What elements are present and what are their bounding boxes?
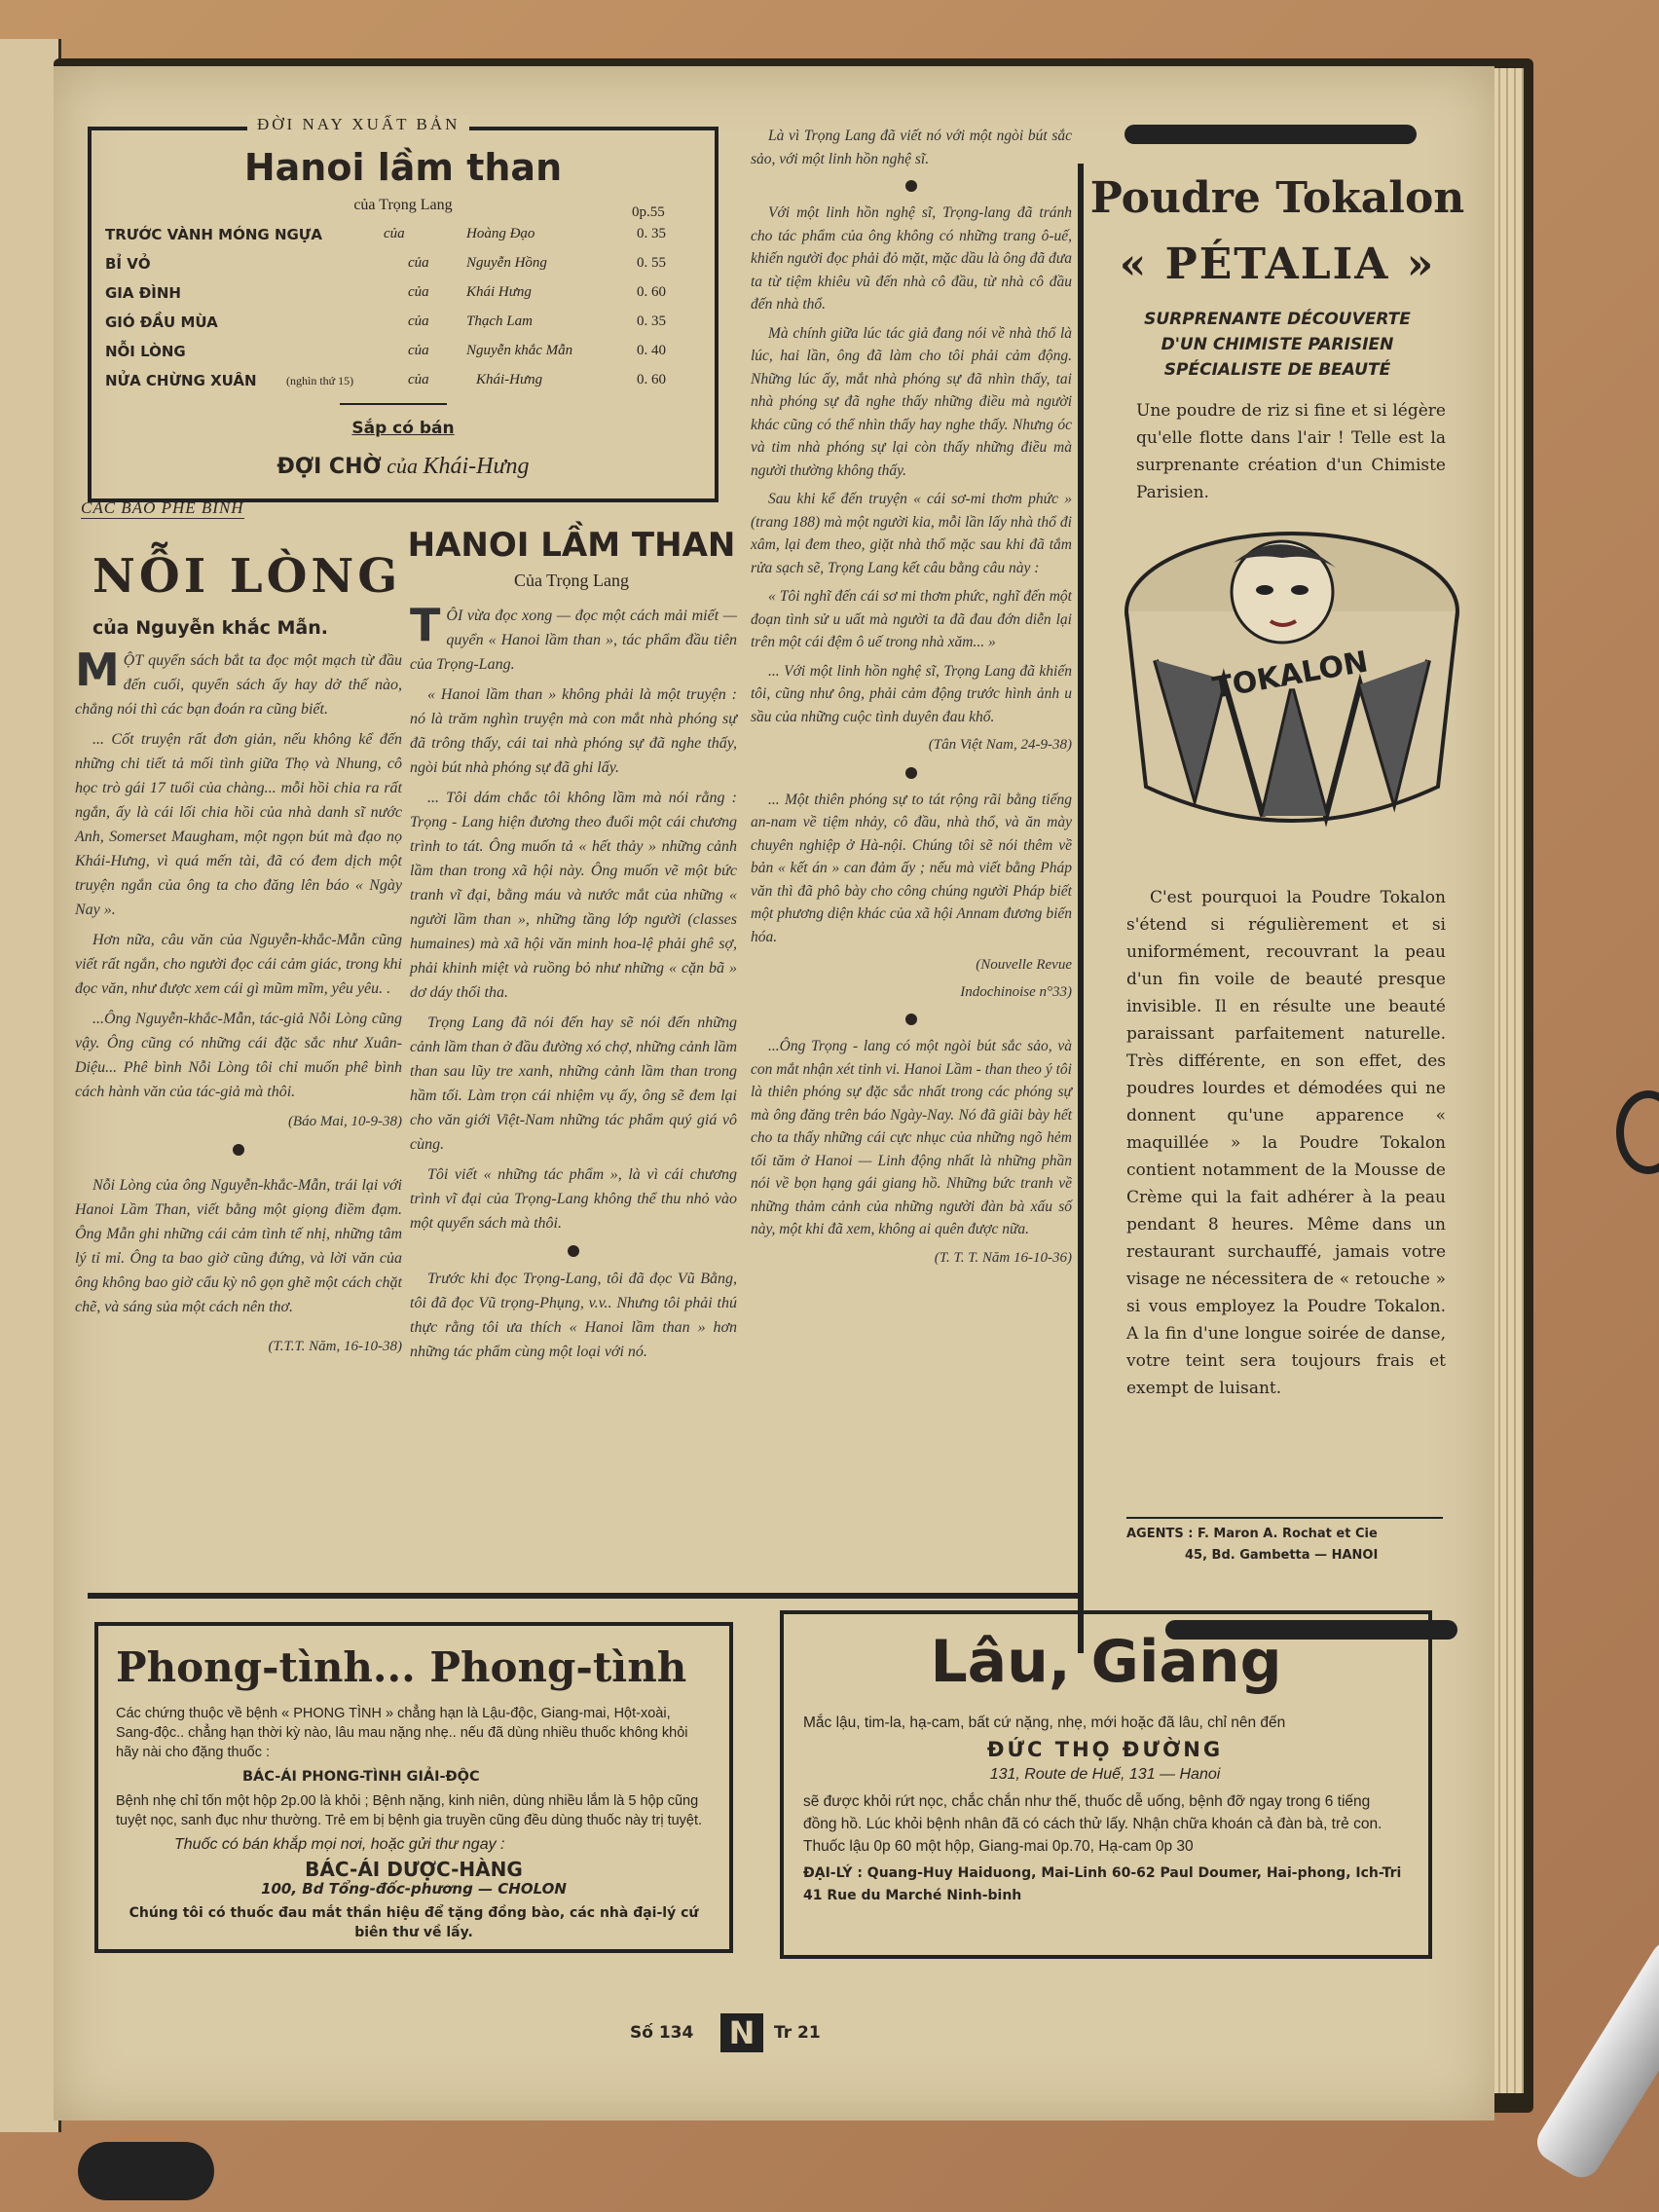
- wavy-border-top: [1124, 125, 1417, 144]
- bullet-dot: [233, 1144, 244, 1156]
- shop-name: ĐỨC THỌ ĐƯỜNG: [986, 1738, 1224, 1761]
- column-divider: [1078, 164, 1084, 1653]
- divider: [340, 403, 447, 405]
- binder-clip: [78, 2142, 214, 2200]
- publisher-box: ĐỜI NAY XUẤT BẢN Hanoi lầm than của Trọng Lang 0p.55 TRƯỚC VÀNH MÓNG NGỰA của Hoàng Đạo 0. 35 BỈ VỎ của Nguyễn Hồng 0. 55 GIA ĐÌNH của Khái Hưng 0. 60 GIÓ ĐẦU MÙA của Thạch Lam 0. 35 NỖI LÒNG của Nguyễn khắc Mẫn 0. 40 NỬA CHỪNG XUÂN (nghìn thứ 15) của Khái-Hưng 0. 60 Sắp có bán ĐỢI CHỜ của Khái-Hưng: [88, 127, 719, 502]
- coming-label: Sắp có bán: [351, 419, 455, 438]
- section-label: CÁC BÁO PHÊ BÌNH: [81, 498, 244, 517]
- tokalon-tagline-3: SPÉCIALISTE DE BEAUTÉ: [1163, 360, 1391, 380]
- tokalon-agents-address: 45, Bd. Gambetta — HANOI: [1185, 1548, 1379, 1563]
- publisher-header: ĐỜI NAY XUẤT BẢN: [247, 115, 469, 134]
- tokalon-tagline-2: D'UN CHIMISTE PARISIEN: [1161, 335, 1394, 354]
- tokalon-intro: Une poudre de riz si fine et si légère qu'elle flotte dans l'air ! Telle est la surprenante création d'un Chimiste Parisien.: [1136, 401, 1446, 502]
- shop-address: 131, Route de Huế, 131 — Hanoi: [989, 1766, 1221, 1783]
- source-citation: (Báo Mai, 10-9-38): [287, 1114, 402, 1129]
- issue-number: Số 134: [630, 2023, 694, 2043]
- lau-giang-ad: [780, 1610, 1432, 1959]
- left-page-edge: [0, 39, 61, 2132]
- review2-title: HANOI LẦM THAN: [407, 526, 736, 565]
- phong-tinh-text: Các chứng thuộc về bệnh « PHONG TÌNH » chẳng hạn là Lậu-độc, Giang-mai, Hột-xoài, Sang-độc.. chẳng hạn thời kỳ nào, lâu mau nặng nhẹ.. nếu đã dùng nhiều thuốc không khỏi hãy nài cho đặng thuốc : BÁC-ÁI PHONG-TÌNH GIẢI-ĐỘC Bệnh nhẹ chỉ tốn một hộp 2p.00 là khỏi ; Bệnh nặng, kinh niên, dùng nhiều lắm là 5 hộp cũng tuyệt nọc, sanh đục như thường. Trẻ em bị bệnh gia truyền cũng đều dùng thuốc này trị tuyệt. Thuốc có bán khắp mọi nơi, hoặc gửi thư ngay : BÁC-ÁI DƯỢC-HÀNG 100, Bd Tổng-đốc-phương — CHOLON Chúng tôi có thuốc đau mắt thần hiệu để tặng đồng bào, các nhà đại-lý cứ biên thư về lấy.: [116, 1704, 712, 1947]
- review1-title: NỖI LÒNG: [92, 549, 402, 604]
- shop-name: BÁC-ÁI DƯỢC-HÀNG: [305, 1858, 523, 1881]
- source-citation: (Tân Việt Nam, 24-9-38): [928, 737, 1072, 753]
- tokalon-ad: [1088, 115, 1467, 1653]
- tokalon-product: « PÉTALIA »: [1119, 240, 1436, 289]
- review2-byline: Của Trọng Lang: [513, 571, 629, 590]
- bullet-dot: [568, 1245, 579, 1257]
- shop-address: 100, Bd Tổng-đốc-phương — CHOLON: [261, 1880, 567, 1898]
- masthead-logo: N: [720, 2013, 763, 2052]
- tokalon-tagline-1: SURPRENANTE DÉCOUVERTE: [1144, 310, 1411, 329]
- bullet-dot: [905, 180, 917, 192]
- book-title: Hanoi lầm than: [243, 146, 563, 189]
- bullet-dot: [905, 1014, 917, 1025]
- dropcap: T: [410, 599, 441, 651]
- section-divider: [88, 1593, 1081, 1599]
- review3-column: Là vì Trọng Lang đã viết nó với một ngòi bút sắc sảo, với một linh hồn nghệ sĩ. Với một linh hồn nghệ sĩ, Trọng-lang đã tránh cho tác phẩm của ông không có những trang ô-uế, khiến người đọc phải đỏ mặt, mặc dầu là ông đã đưa ta từ tiệm khiêu vũ đến nhà cô đầu, từ nhà cô đầu đến nhà thổ. Mà chính giữa lúc tác giả đang nói về nhà thổ là lúc, hai lần, ông đã làm cho tôi phải cảm động. Những lúc ấy, mắt nhà phóng sự đã nhìn thấy, tai nhà phóng sự đã nghe thấy những điều mà người khác cũng có thể nhìn thấy hay nghe thấy. Nhưng óc và tim nhà phóng sự lại còn thấy những điều mà người thường không thấy. Sau khi kể đến truyện « cái sơ-mi thơm phức » (trang 188) mà một người kia, mỗi lần lấy nhà thổ đi xâm, lại đem theo, giặt nhà thổ mặc sau khi đã tắm rửa sạch sẽ, Trọng Lang kết câu bằng câu này : « Tôi nghĩ đến cái sơ mi thơm phức, nghĩ đến một đoạn tình sử u uất mà người ta đã đau đớn diễn lại trên một cái đệm ô uế trong nhà xăm... » ... Với một linh hồn nghệ sĩ, Trọng Lang đã khiến tôi, cũng như ông, phải cảm động trước hình ảnh u sầu của những cuộc tình duyên đau khổ. (Tân Việt Nam, 24-9-38) ... Một thiên phóng sự to tát rộng rãi bằng tiếng an-nam về tiệm nhảy, cô đầu, nhà thổ, và ăn mày chuyên nghiệp ở Hà-nội. Chúng tôi sẽ nói thêm về bản « kết án » can đảm ấy ; nếu mà viết bằng Pháp văn thì đã phô bày cho công chúng người Pháp biết một phương diện khác của xã hội Annam đương biến hóa. (Nouvelle Revue Indochinoise n°33) ...Ông Trọng - lang có một ngòi bút sắc sảo, và con mắt nhận xét tinh vi. Hanoi Lầm - than theo ý tôi là thiên phóng sự đặc sắc nhất trong các phóng sự mà ông đăng trên báo Ngày-Nay. Nó đã giãi bày hết cho ta thấy những cái cực nhục của những ngõ hẻm tối tăm ở Hanoi — Linh động nhất là những phần nói về bọn hạng gái giang hồ. Những bức tranh về những thảm cảnh của những người đàn bà xấu số này, một khi đã xem, không ai quên được nữa. (T. T. T. Năm 16-10-36): [751, 125, 1072, 1275]
- coming-soon-line: ĐỢI CHỜ của Khái-Hưng: [276, 454, 530, 479]
- book-byline: của Trọng Lang: [353, 197, 453, 213]
- drug-name: BÁC-ÁI PHONG-TÌNH GIẢI-ĐỘC: [242, 1769, 480, 1785]
- dropcap: M: [75, 644, 120, 696]
- newspaper-page: [54, 66, 1494, 2120]
- source-citation: (T.T.T. Năm, 16-10-38): [268, 1339, 402, 1354]
- tokalon-body: C'est pourquoi la Poudre Tokalon s'étend si régulièrement et si uniformément, recouvrant la peau d'un fin voile de beauté presque invisible. Il en résulte une beauté paraissant parfaitement naturelle. Très différente, en son effet, des poudres lourdes et démodées qui ne donnent qu'une apparence « maquillée » la Poudre Tokalon contient notamment de la Mousse de Crème qui la fait adhérer à la peau pendant 8 heures. Même dans un restaurant surchauffé, jamais votre visage ne nécessitera de « retouche » si vous employez la Poudre Tokalon. A la fin d'une longue soirée de danse, votre teint sera toujours frais et exempt de luisant.: [1126, 888, 1446, 1398]
- first-price: 0p.55: [632, 204, 665, 220]
- review1-column: MỘT quyển sách bắt ta đọc một mạch từ đầu đến cuối, quyển sách ấy hay dở thế nào, chẳng nói thì các bạn đoán ra cũng biết. ... Cốt truyện rất đơn giản, nếu không kể đến những chi tiết tả mối tình giữa Thọ và Nhung, cô học trò gái 17 tuổi của chàng... mỗi hồi chia ra rất ngắn, ấy là cái lối chia hồi của nhà danh sĩ nước Anh, Somerset Maugham, một ngọn bút mà đạo nọ Khái-Hưng, vì quá mến tài, đã có đem dịch một truyện ngắn của ông ta cho đăng lên báo « Ngày Nay ». Hơn nữa, câu văn của Nguyễn-khắc-Mẫn cũng viết rất ngắn, cho người đọc cái cảm giác, trong khi đọc văn, như được xem cái gì mũm mĩm, yêu yêu. . ...Ông Nguyễn-khắc-Mẫn, tác-giả Nỗi Lòng cũng vậy. Ông cũng có những cái đặc sắc như Xuân-Diệu... Phê bình Nỗi Lòng tôi chỉ muốn phê bình cách hành văn của tác-giả mà thôi. (Báo Mai, 10-9-38) Nỗi Lòng của ông Nguyễn-khắc-Mẫn, trái lại với Hanoi Lầm Than, viết bằng một giọng điềm đạm. Ông Mẫn ghi những cái cảm tình tế nhị, những tâm lý tỉ mỉ. Ông ta bao giờ cũng đứng, và lời văn của ông không bao giờ cẩu kỳ nô gọn ghẽ một cách chặt chẽ, và sáng sủa một cách nên thơ. (T.T.T. Năm, 16-10-38): [75, 648, 402, 1365]
- powder-tin-illustration: [1117, 524, 1467, 845]
- tokalon-agents: AGENTS : F. Maron A. Rochat et Cie: [1126, 1527, 1378, 1541]
- page-number: Tr 21: [774, 2023, 821, 2043]
- source-citation: Indochinoise n°33): [960, 983, 1072, 1000]
- lau-giang-title: Lâu, Giang: [930, 1628, 1282, 1696]
- phong-tinh-ad: [94, 1622, 733, 1953]
- source-citation: (T. T. T. Năm 16-10-36): [934, 1249, 1072, 1266]
- tokalon-brand: Poudre Tokalon: [1089, 173, 1465, 223]
- source-citation: (Nouvelle Revue: [976, 957, 1072, 973]
- divider: [1126, 1517, 1443, 1519]
- tin-label: TOKALON: [1209, 645, 1371, 706]
- bullet-dot: [905, 767, 917, 779]
- lau-giang-text: Mắc lậu, tim-la, hạ-cam, bất cứ nặng, nhẹ, mới hoặc đã lâu, chỉ nên đến ĐỨC THỌ ĐƯỜNG 131, Route de Huế, 131 — Hanoi sẽ được khỏi rứt nọc, chắc chắn như thế, thuốc dễ uống, bệnh đỡ ngay trong 6 tiếng đồng hồ. Lúc khỏi bệnh nhân đã có cách thử lấy. Nhận chữa khoán cả đàn bà, trẻ con. Thuốc lậu 0p 60 một hộp, Giang-mai 0p.70, Hạ-cam 0p 30 ĐẠI-LÝ : Quang-Huy Haiduong, Mai-Linh 60-62 Paul Doumer, Hai-phong, Ich-Tri 41 Rue du Marché Ninh-binh: [803, 1712, 1407, 1912]
- review1-byline: của Nguyễn khắc Mẫn.: [92, 617, 328, 639]
- phong-tinh-title: Phong-tình... Phong-tình: [116, 1643, 687, 1691]
- review2-column: TÔI vừa đọc xong — đọc một cách mải miết — quyển « Hanoi lầm than », tác phẩm đầu tiên của Trọng-Lang. « Hanoi lầm than » không phải là một truyện : nó là trăm nghìn truyện mà con mắt nhà phóng sự đã trông thấy, cái tai nhà phóng sự đã nghe thấy, ngòi bút nhà phóng sự đã ghi lấy. ... Tôi dám chắc tôi không lầm mà nói rằng : Trọng - Lang hiện đương theo đuổi một cái chương trình to tát. Ông muốn tả « hết thảy » những cảnh lầm than trong xã hội này. Ông muốn vẽ một bức tranh vĩ đại, bằng máu và nước mắt của những « người lầm than », những tầng lớp người (classes humaines) mà xã hội văn minh hoa-lệ phải ghê sợ, phải khinh miệt và ruồng bỏ như những « cặn bã » dơ dáy thối tha. Trọng Lang đã nói đến hay sẽ nói đến những cảnh lầm than ở đầu đường xó chợ, những cảnh lầm than sau lũy tre xanh, những cảnh lầm than trong hầm tối. Làm trọn cái nhiệm vụ ấy, ông sẽ đem lại cho văn giới Việt-Nam những tác phẩm quý giá vô cùng. Tôi viết « những tác phẩm », là vì cái chương trình vĩ đại của Trọng-Lang không thể thu nhỏ vào một quyển sách mà thôi. Trước khi đọc Trọng-Lang, tôi đã đọc Vũ Bằng, tôi đã đọc Vũ trọng-Phụng, v.v.. Nhưng tôi phải thú thực rằng tôi ưa thích « Hanoi lầm than » hơn những tác phẩm cùng một loại với nó.: [410, 599, 737, 1360]
